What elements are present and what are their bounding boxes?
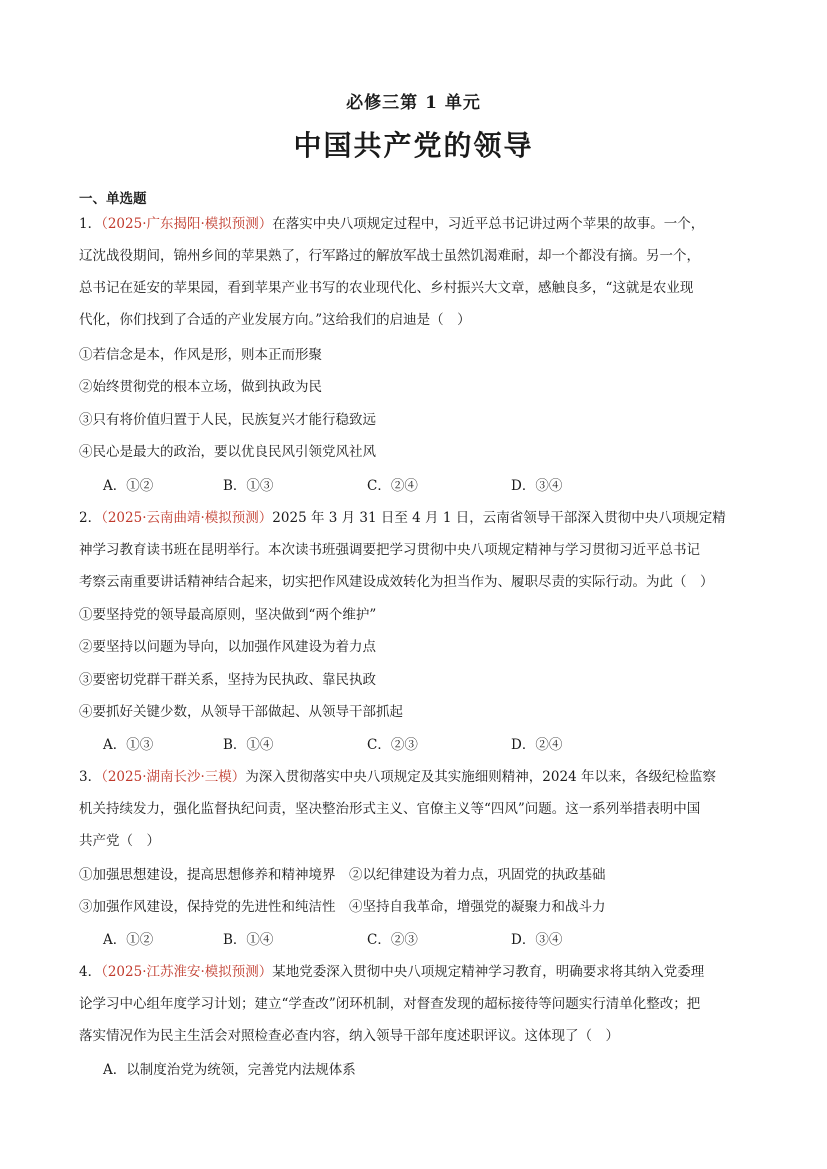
question-text-line: 论学习中心组年度学习计划；建立“学查改”闭环机制，对督查发现的超标接待等问题实行清单化整改；把 <box>79 996 701 1012</box>
question-text: 在落实中央八项规定过程中，习近平总书记讲过两个苹果的故事。一个， <box>272 216 705 232</box>
question-1-line-1 <box>79 214 751 234</box>
question-source: （2025·云南曲靖·模拟预测） <box>101 510 273 526</box>
option-b[interactable]: B．①④ <box>223 932 274 948</box>
option-a[interactable]: A．①② <box>103 478 154 494</box>
question-text-line: 代化，你们找到了合适的产业发展方向。”这给我们的启迪是（ ） <box>79 312 471 328</box>
question-number: 3． <box>79 769 102 785</box>
question-text: 为深入贯彻落实中央八项规定及其实施细则精神，2024 年以来，各级纪检监察 <box>245 769 716 785</box>
question-3-line-1 <box>79 767 751 787</box>
statement-item: ①加强思想建设，提高思想修养和精神境界 ②以纪律建设为着力点，巩固党的执政基础 <box>79 867 606 883</box>
question-source: （2025·广东揭阳·模拟预测） <box>101 216 273 232</box>
question-text: 2025 年 3 月 31 日至 4 月 1 日，云南省领导干部深入贯彻中央八项规定精 <box>272 510 726 526</box>
question-text-line: 神学习教育读书班在昆明举行。本次读书班强调要把学习贯彻中央八项规定精神与学习贯彻习近平总书记 <box>79 542 700 558</box>
option-a[interactable]: A．①③ <box>103 737 154 753</box>
question-text-line: 机关持续发力，强化监督执纪问责，坚决整治形式主义、官僚主义等“四风”问题。这一系列举措表明中国 <box>79 801 701 817</box>
option-d[interactable]: D．③④ <box>511 932 563 948</box>
option-c[interactable]: C．②④ <box>367 478 418 494</box>
question-number: 1． <box>79 216 102 232</box>
question-text-line: 考察云南重要讲话精神结合起来，切实把作风建设成效转化为担当作为、履职尽责的实际行动。为此（ ） <box>79 574 714 590</box>
option-d[interactable]: D．②④ <box>511 737 563 753</box>
question-2-line-1 <box>79 508 751 528</box>
section-heading: 一、单选题 <box>79 191 147 207</box>
option-c[interactable]: C．②③ <box>367 737 418 753</box>
statement-item: ③加强作风建设，保持党的先进性和纯洁性 ④坚持自我革命，增强党的凝聚力和战斗力 <box>79 899 606 915</box>
statement-item: ②要坚持以问题为导向，以加强作风建设为着力点 <box>79 639 376 655</box>
option-c[interactable]: C．②③ <box>367 932 418 948</box>
question-text-line: 辽沈战役期间，锦州乡间的苹果熟了，行军路过的解放军战士虽然饥渴难耐，却一个都没有摘。另一个， <box>79 248 700 264</box>
question-text-line: 落实情况作为民主生活会对照检查必查内容，纳入领导干部年度述职评议。这体现了（ ） <box>79 1028 619 1044</box>
question-source: （2025·江苏淮安·模拟预测） <box>101 964 273 980</box>
question-4-line-1 <box>79 962 751 982</box>
statement-item: ④民心是最大的政治，要以优良民风引领党风社风 <box>79 444 376 460</box>
statement-item: ④要抓好关键少数，从领导干部做起、从领导干部抓起 <box>79 704 403 720</box>
option-a[interactable]: A．①② <box>103 932 154 948</box>
question-source: （2025·湖南长沙·三模） <box>101 769 246 785</box>
question-text: 某地党委深入贯彻中央八项规定精神学习教育，明确要求将其纳入党委理 <box>272 964 705 980</box>
page-title: 中国共产党的领导 <box>293 129 534 162</box>
statement-item: ①若信念是本，作风是形，则本正而形聚 <box>79 347 322 363</box>
option-a[interactable]: A．以制度治党为统领，完善党内法规体系 <box>103 1062 356 1078</box>
option-d[interactable]: D．③④ <box>511 478 563 494</box>
unit-subtitle: 必修三第 1 单元 <box>346 93 481 113</box>
question-text-line: 总书记在延安的苹果园，看到苹果产业书写的农业现代化、乡村振兴大文章，感触良多，“这就是农业现 <box>79 280 694 296</box>
question-text-line: 共产党（ ） <box>79 833 160 849</box>
statement-item: ②始终贯彻党的根本立场，做到执政为民 <box>79 379 322 395</box>
option-b[interactable]: B．①③ <box>223 478 274 494</box>
statement-item: ③只有将价值归置于人民，民族复兴才能行稳致远 <box>79 412 376 428</box>
statement-item: ①要坚持党的领导最高原则，坚决做到“两个维护” <box>79 607 377 623</box>
option-b[interactable]: B．①④ <box>223 737 274 753</box>
statement-item: ③要密切党群干群关系，坚持为民执政、靠民执政 <box>79 672 376 688</box>
question-number: 2． <box>79 510 102 526</box>
question-number: 4． <box>79 964 102 980</box>
